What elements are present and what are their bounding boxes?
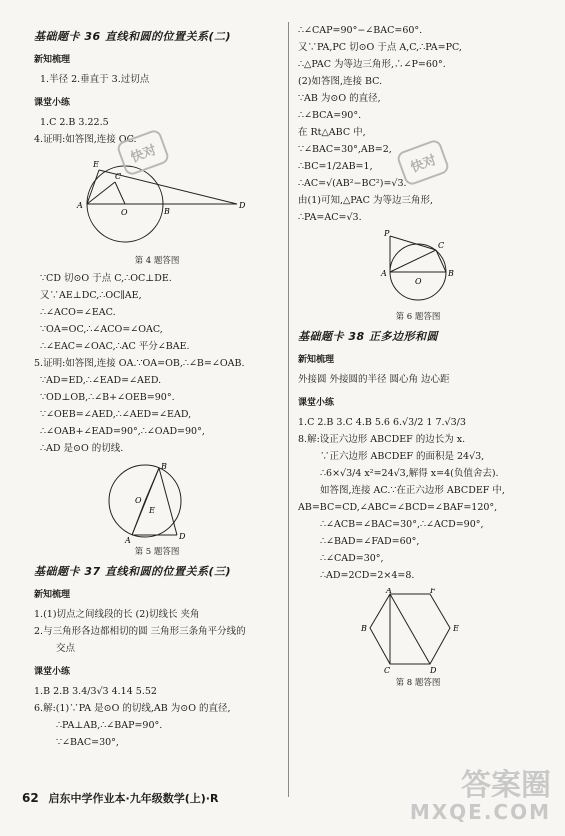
q4-line: ∴∠ACO=∠EAC. [40, 307, 116, 318]
q6-cont-line: ∴∠CAP=90°−∠BAC=60°. [298, 25, 423, 36]
practice37-answers: 1.B 2.B 3.4/3√3 4.14 5.52 [34, 686, 157, 697]
label-O: O [121, 208, 128, 217]
label-F: F [430, 588, 436, 595]
q4-line: ∵OA=OC,∴∠ACO=∠OAC, [40, 324, 163, 335]
q5-line: ∵OD⊥OB,∴∠B+∠OEB=90°. [40, 392, 175, 403]
practice-heading: 课堂小练 [34, 98, 71, 108]
q8-line: ∴6×√3/4 x²=24√3,解得 x=4(负值舍去). [320, 468, 499, 479]
q6-cont-line: ∴PA=AC=√3. [298, 212, 362, 223]
label-C: C [115, 172, 122, 181]
label-B: B [448, 269, 454, 278]
q6-cont-line: ∴∠BCA=90°. [298, 110, 362, 121]
label-E: E [149, 506, 155, 515]
q5-line: ∴∠OAB+∠EAD=90°,∴∠OAD=90°, [40, 426, 205, 437]
q8-line: ∴∠CAD=30°, [320, 553, 384, 564]
q6-cont-line: 由(1)可知,△PAC 为等边三角形, [298, 195, 433, 206]
q6-line: ∴PA⊥AB,∴∠BAP=90°. [56, 720, 163, 731]
figure-q5 [97, 461, 217, 543]
nk38-answers: 外接圆 外接圆的半径 圆心角 边心距 [298, 374, 450, 385]
q6-line: ∵∠BAC=30°, [56, 737, 119, 748]
nk37-line: 2.与三角形各边都相切的圆 三角形三条角平分线的 [34, 626, 246, 637]
fig8-caption: 第 8 题答图 [395, 678, 441, 688]
q8-line: ∵正六边形 ABCDEF 的面积是 24√3, [320, 451, 485, 462]
card-38-title: 基础题卡 38 正多边形和圆 [298, 330, 438, 343]
stamp-left: 快对 [115, 128, 170, 177]
q8-line: ∴∠BAD=∠FAD=60°, [320, 536, 420, 547]
label-A: A [77, 201, 83, 210]
q8-line: ∴AD=2CD=2×4=8. [320, 570, 415, 581]
page-number: 62 [22, 791, 39, 805]
label-B: B [164, 207, 170, 216]
figure-q6 [358, 230, 478, 308]
page-footer [22, 790, 218, 806]
new-knowledge-heading: 新知梳理 [298, 355, 335, 365]
card-37-title: 基础题卡 37 直线和圆的位置关系(三) [34, 565, 232, 578]
new-knowledge-heading: 新知梳理 [34, 55, 71, 65]
fig6-caption: 第 6 题答图 [395, 312, 441, 322]
column-divider [288, 22, 289, 797]
nk37-line: 1.(1)切点之间线段的长 (2)切线长 夹角 [34, 609, 200, 620]
q5-line: ∵∠OEB=∠AED,∴∠AED=∠EAD, [40, 409, 192, 420]
nk37-line: 交点 [56, 643, 76, 654]
q8-line: 8.解:设正六边形 ABCDEF 的边长为 x. [298, 434, 466, 445]
q6-cont-line: ∴△PAC 为等边三角形,∴∠P=60°. [298, 59, 446, 70]
book-title: 启东中学作业本·九年级数学(上)·R [48, 792, 219, 805]
q6-cont-line: ∵∠BAC=30°,AB=2, [298, 144, 392, 155]
practice-heading: 课堂小练 [34, 667, 71, 677]
practice38-answers: 1.C 2.B 3.C 4.B 5.6 6.√3/2 1 7.√3/3 [298, 417, 466, 428]
q8-line: AB=BC=CD,∠ABC=∠BCD=∠BAF=120°, [298, 502, 498, 513]
fig5-caption: 第 5 题答图 [134, 547, 180, 557]
q5-line: 5.证明:如答图,连接 OA.∵OA=OB,∴∠B=∠OAB. [34, 358, 245, 369]
label-C: C [384, 666, 391, 674]
q6-cont-line: ∴BC=1/2AB=1, [298, 161, 373, 172]
q6-cont-line: ∴AC=√(AB²−BC²)=√3. [298, 178, 407, 189]
label-A: A [381, 269, 387, 278]
q6-cont-line: 在 Rt△ABC 中, [298, 127, 366, 138]
q6-cont-line: (2)如答图,连接 BC. [298, 76, 383, 87]
q4-line: 4.证明:如答图,连接 OC. [34, 134, 137, 145]
q6-cont-line: ∵AB 为⊙O 的直径, [298, 93, 381, 104]
q6-line: 6.解:(1)∵PA 是⊙O 的切线,AB 为⊙O 的直径, [34, 703, 231, 714]
q6-cont-line: 又∵PA,PC 切⊙O 于点 A,C,∴PA=PC, [298, 42, 462, 53]
q8-line: ∴∠ACB=∠BAC=30°,∴∠ACD=90°, [320, 519, 484, 530]
q4-line: ∴∠EAC=∠OAC,∴AC 平分∠BAE. [40, 341, 190, 352]
label-O: O [415, 277, 422, 286]
label-O: O [135, 496, 142, 505]
stamp-right: 快对 [395, 138, 450, 187]
practice-heading: 课堂小练 [298, 398, 335, 408]
label-C: C [438, 241, 445, 250]
watermark-bottom: MXQE.COM [409, 800, 551, 824]
label-E: E [93, 160, 99, 169]
right-column [298, 22, 538, 692]
nk-answers: 1.半径 2.垂直于 3.过切点 [40, 74, 150, 85]
q4-line: ∵CD 切⊙O 于点 C,∴OC⊥DE. [40, 273, 172, 284]
new-knowledge-heading: 新知梳理 [34, 590, 71, 600]
q5-line: ∴AD 是⊙O 的切线. [40, 443, 124, 454]
label-D: D [430, 666, 437, 674]
figure-q8 [358, 588, 478, 674]
practice-answers: 1.C 2.B 3.22.5 [40, 117, 109, 128]
figure-q4 [57, 152, 257, 252]
label-D: D [179, 532, 186, 541]
label-A: A [125, 536, 131, 543]
card-36-title: 基础题卡 36 直线和圆的位置关系(二) [34, 30, 232, 43]
label-D: D [239, 201, 246, 210]
label-P: P [384, 230, 390, 238]
watermark-top: 答案圈 [461, 768, 551, 803]
fig4-caption: 第 4 题答图 [134, 256, 180, 266]
q8-line: 如答图,连接 AC.∵在正六边形 ABCDEF 中, [320, 485, 505, 496]
q5-line: ∵AD=ED,∴∠EAD=∠AED. [40, 375, 162, 386]
label-E: E [453, 624, 459, 633]
label-A: A [386, 588, 392, 595]
label-B: B [361, 624, 367, 633]
label-B: B [161, 462, 167, 471]
q4-line: 又∵AE⊥DC,∴OC∥AE, [40, 290, 142, 301]
